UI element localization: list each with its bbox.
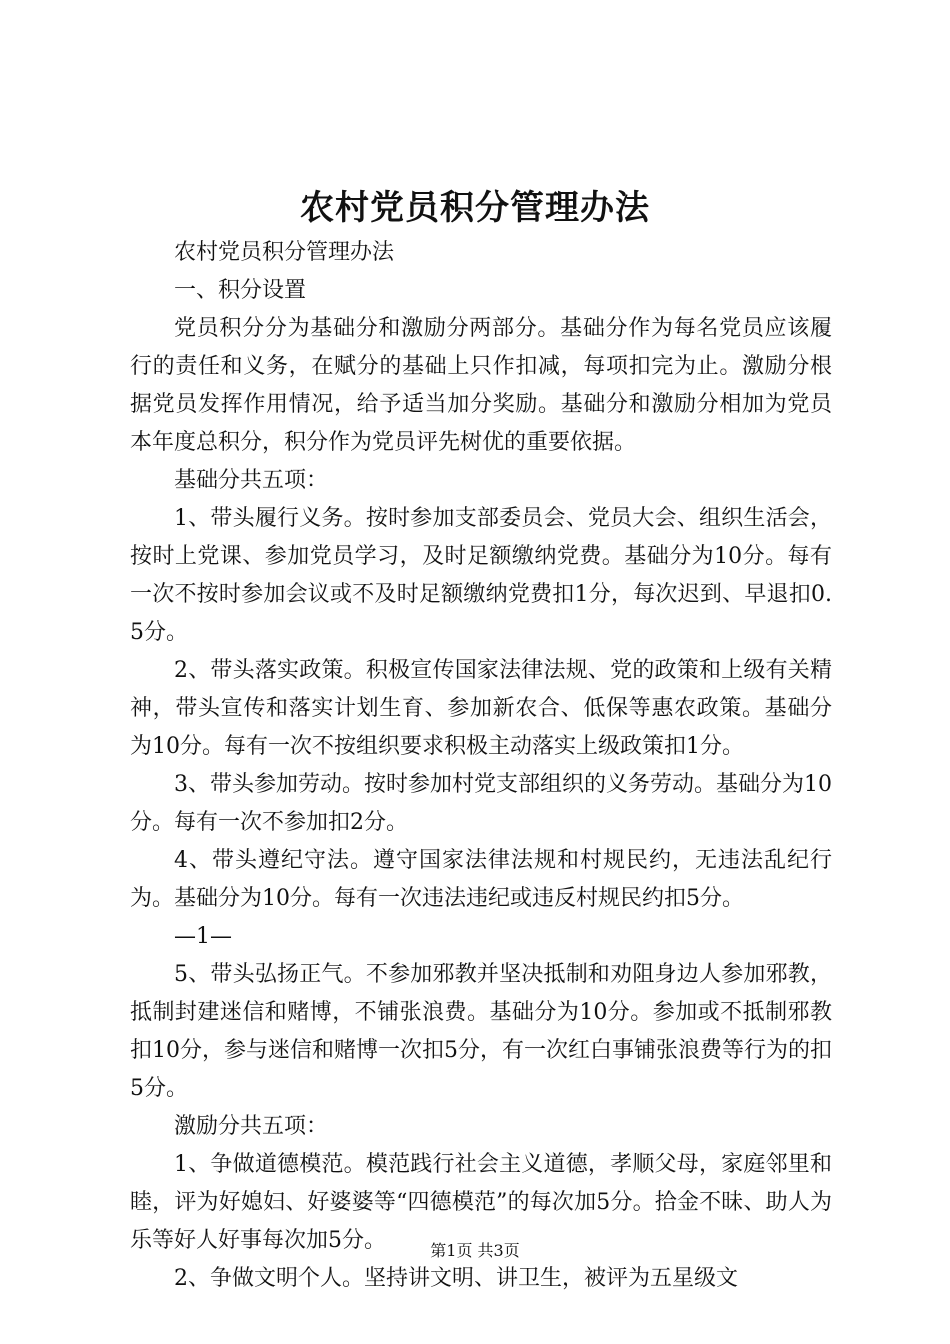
- paragraph: 基础分共五项：: [174, 468, 329, 493]
- page-footer: 第1页 共3页: [430, 1241, 520, 1260]
- paragraph: 激励分共五项：: [174, 1114, 329, 1139]
- paragraph: 农村党员积分管理办法: [174, 240, 395, 265]
- paragraph: 一、积分设置: [174, 278, 307, 303]
- paragraph: 5、带头弘扬正气。不参加邪教并坚决抵制和劝阻身边人参加邪教，抵制封建迷信和赌博，不铺张浪费。基础分为10分。参加或不抵制邪教扣10分，参与迷信和赌博一次扣5分，有一次红白事铺张浪费等行为的扣5分。: [130, 962, 832, 1101]
- paragraph: 1、带头履行义务。按时参加支部委员会、党员大会、组织生活会，按时上党课、参加党员学习，及时足额缴纳党费。基础分为10分。每有一次不按时参加会议或不及时足额缴纳党费扣1分，每次迟到、早退扣0.5分。: [130, 506, 832, 645]
- page-marker: —1—: [174, 924, 232, 949]
- paragraph: 4、带头遵纪守法。遵守国家法律法规和村规民约，无违法乱纪行为。基础分为10分。每有一次违法违纪或违反村规民约扣5分。: [130, 848, 832, 911]
- paragraph: 党员积分分为基础分和激励分两部分。基础分作为每名党员应该履行的责任和义务，在赋分的基础上只作扣减，每项扣完为止。激励分根据党员发挥作用情况，给予适当加分奖励。基础分和激励分相加为党员本年度总积分，积分作为党员评先树优的重要依据。: [130, 316, 832, 455]
- paragraph: 2、带头落实政策。积极宣传国家法律法规、党的政策和上级有关精神，带头宣传和落实计划生育、参加新农合、低保等惠农政策。基础分为10分。每有一次不按组织要求积极主动落实上级政策扣1分。: [130, 658, 832, 759]
- document-body: [130, 234, 832, 1298]
- paragraph: 2、争做文明个人。坚持讲文明、讲卫生，被评为五星级文: [174, 1266, 738, 1291]
- paragraph: 1、争做道德模范。模范践行社会主义道德，孝顺父母，家庭邻里和睦，评为好媳妇、好婆婆等“四德模范”的每次加5分。拾金不昧、助人为乐等好人好事每次加5分。: [130, 1152, 832, 1253]
- document-title: 农村党员积分管理办法: [300, 188, 650, 228]
- paragraph: 3、带头参加劳动。按时参加村党支部组织的义务劳动。基础分为10分。每有一次不参加扣2分。: [130, 772, 832, 835]
